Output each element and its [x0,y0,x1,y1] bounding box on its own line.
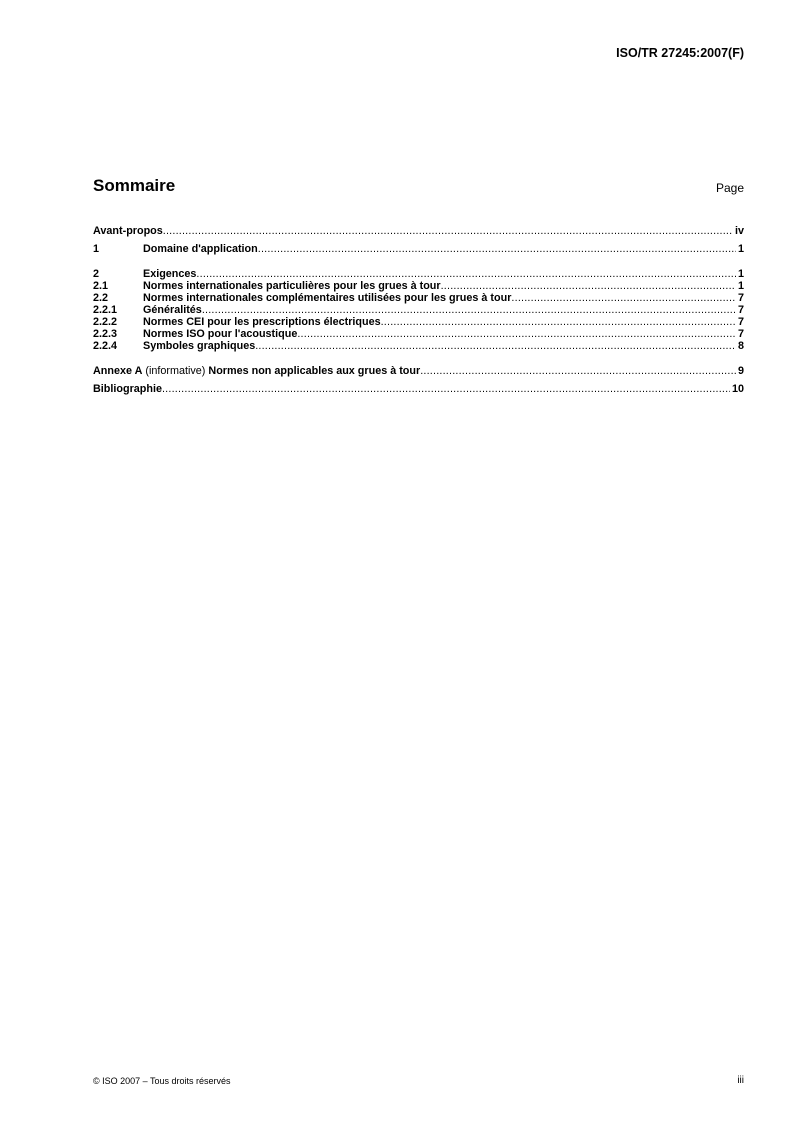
toc-entry-page: 7 [737,328,744,340]
toc-page-label: Page [715,181,744,195]
footer-copyright: © ISO 2007 – Tous droits réservés [93,1076,231,1086]
toc-entry-label: Normes non applicables aux grues à tour [208,365,421,377]
toc-entry-2-1[interactable] [93,280,744,292]
toc-entry-label: Généralités [143,304,202,316]
toc-annex-note: (informative) [142,365,209,377]
toc-entry-number: 2.2.2 [93,316,118,328]
toc-entry-2-2[interactable] [93,292,744,304]
toc-entry-page: 1 [737,280,744,292]
toc-entry-number: 2.2.4 [93,340,118,352]
toc-entry-label: Normes internationales particulières pour les grues à tour [143,280,441,292]
toc-entry-annexe-a[interactable] [93,365,744,377]
toc-entry-2-2-4[interactable] [93,340,744,352]
toc-annex-prefix: Annexe A [93,365,143,377]
toc-entry-exigences[interactable] [93,268,744,280]
document-id: ISO/TR 27245:2007(F) [616,46,744,60]
toc-entry-page: 1 [737,243,744,255]
toc-leader-dots [297,328,736,340]
toc-entry-2-2-2[interactable] [93,316,744,328]
toc-entry-bibliographie[interactable] [93,383,744,395]
toc-entry-label: Normes ISO pour l'acoustique [143,328,298,340]
toc-leader-dots [258,243,736,255]
toc-title-row [93,176,744,200]
toc-entry-label: Domaine d'application [143,243,258,255]
toc-entry-number: 2.1 [93,280,109,292]
toc-leader-dots [163,225,733,237]
toc-entry-page: iv [734,225,744,237]
toc-entry-label: Symboles graphiques [143,340,256,352]
toc-entry-2-2-1[interactable] [93,304,744,316]
toc-entry-number: 2.2.1 [93,304,118,316]
toc-leader-dots [381,316,736,328]
toc-leader-dots [420,365,736,377]
toc-entry-label: Bibliographie [93,383,162,395]
toc-entry-domaine[interactable] [93,243,744,255]
toc-entry-page: 9 [737,365,744,377]
toc-entry-label: Avant-propos [93,225,163,237]
toc-entry-label: Normes CEI pour les prescriptions électriques [143,316,381,328]
toc-leader-dots [202,304,736,316]
toc-leader-dots [441,280,736,292]
toc-entry-2-2-3[interactable] [93,328,744,340]
toc-entry-page: 7 [737,304,744,316]
toc-leader-dots [162,383,730,395]
toc-entry-number: 2.2 [93,292,109,304]
toc-entry-label: Normes internationales complémentaires utilisées pour les grues à tour [143,292,512,304]
table-of-contents [93,225,744,395]
toc-entry-page: 7 [737,316,744,328]
toc-leader-dots [255,340,736,352]
toc-entry-label-group [93,365,420,377]
toc-entry-number: 1 [93,243,100,255]
toc-entry-label: Exigences [143,268,197,280]
toc-entry-number: 2.2.3 [93,328,118,340]
toc-leader-dots [511,292,736,304]
toc-entry-page: 8 [737,340,744,352]
toc-leader-dots [196,268,736,280]
toc-entry-page: 10 [731,383,744,395]
toc-entry-page: 1 [737,268,744,280]
toc-title: Sommaire [93,176,176,195]
footer-page-number: iii [737,1075,744,1086]
toc-entry-number: 2 [93,268,100,280]
toc-entry-page: 7 [737,292,744,304]
toc-entry-avant-propos[interactable] [93,225,744,237]
